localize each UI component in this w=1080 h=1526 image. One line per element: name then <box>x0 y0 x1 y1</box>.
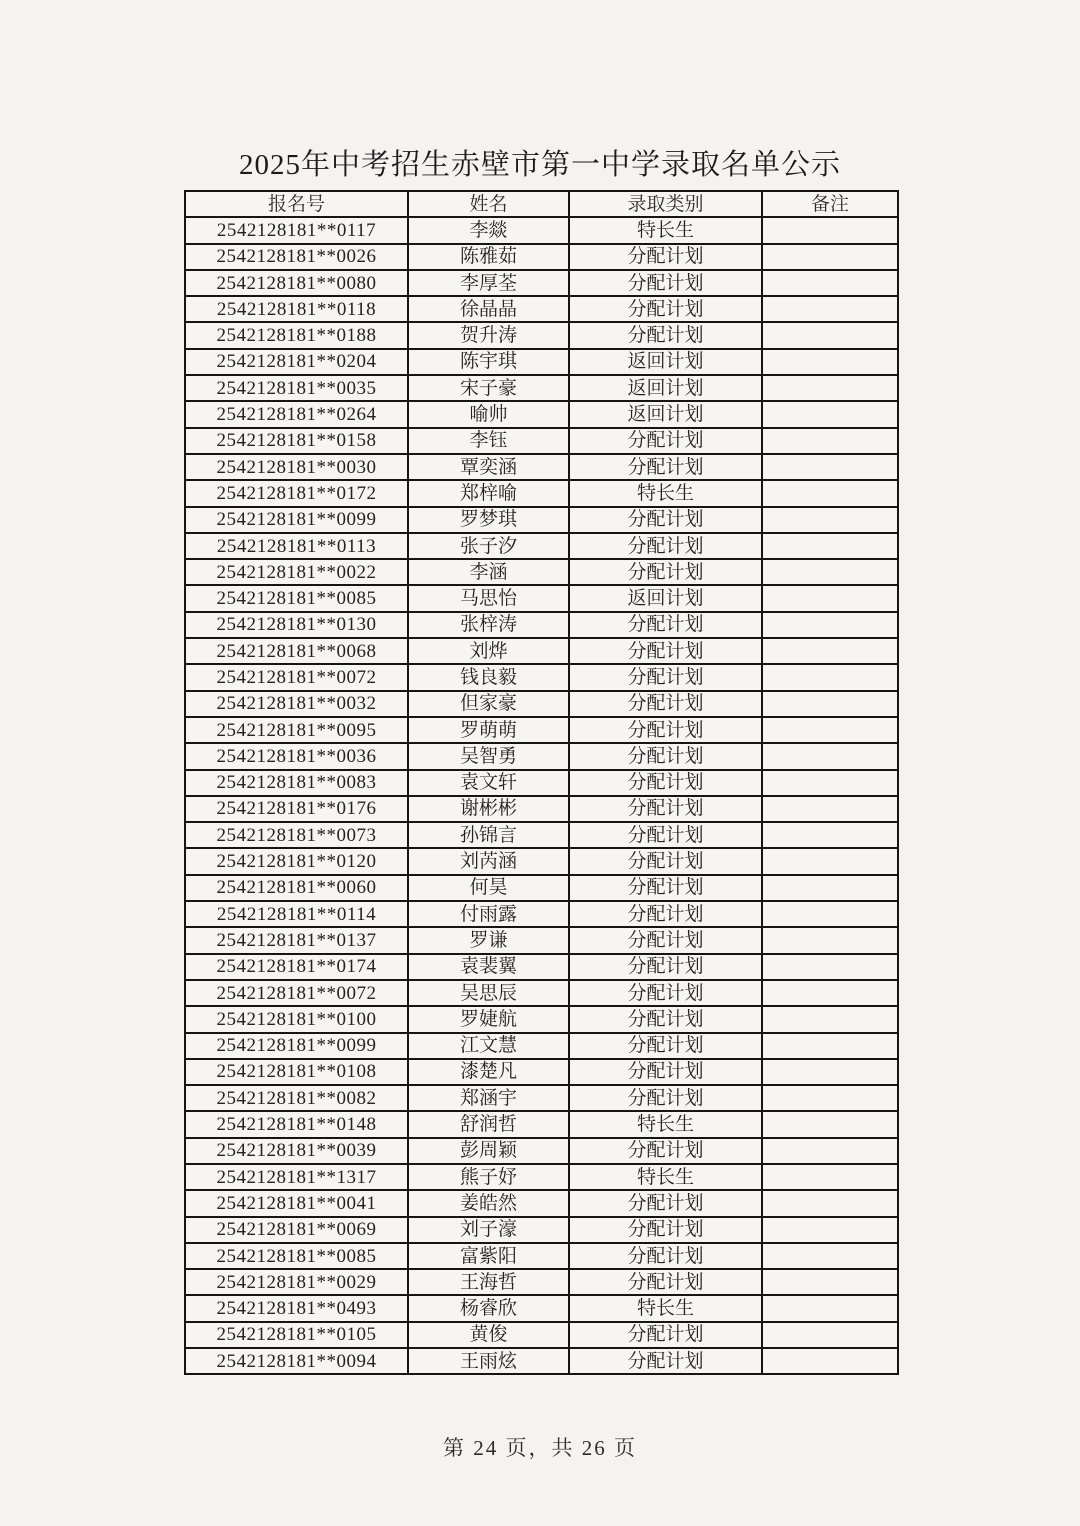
cell-remark <box>762 296 898 322</box>
cell-remark <box>762 270 898 296</box>
cell-reg-no: 2542128181**0035 <box>185 375 408 401</box>
cell-remark <box>762 638 898 664</box>
cell-reg-no: 2542128181**0176 <box>185 796 408 822</box>
table-row <box>185 875 898 901</box>
table-row <box>185 428 898 454</box>
cell-name: 覃奕涵 <box>408 454 569 480</box>
cell-name: 贺升涛 <box>408 322 569 348</box>
table-row <box>185 454 898 480</box>
cell-reg-no: 2542128181**0036 <box>185 743 408 769</box>
cell-name: 宋子豪 <box>408 375 569 401</box>
cell-remark <box>762 980 898 1006</box>
table-row <box>185 507 898 533</box>
cell-category: 分配计划 <box>569 322 762 348</box>
cell-category: 分配计划 <box>569 1033 762 1059</box>
table-row <box>185 796 898 822</box>
cell-category: 分配计划 <box>569 559 762 585</box>
table-row <box>185 1322 898 1348</box>
cell-remark <box>762 244 898 270</box>
cell-name: 陈雅茹 <box>408 244 569 270</box>
cell-category: 分配计划 <box>569 1085 762 1111</box>
cell-category: 分配计划 <box>569 1243 762 1269</box>
cell-category: 特长生 <box>569 1295 762 1321</box>
cell-reg-no: 2542128181**0118 <box>185 296 408 322</box>
cell-category: 分配计划 <box>569 796 762 822</box>
table-row <box>185 664 898 690</box>
cell-reg-no: 2542128181**0204 <box>185 349 408 375</box>
cell-remark <box>762 585 898 611</box>
cell-category: 特长生 <box>569 480 762 506</box>
column-header-reg-no: 报名号 <box>185 191 408 217</box>
cell-reg-no: 2542128181**0085 <box>185 1243 408 1269</box>
cell-category: 分配计划 <box>569 638 762 664</box>
cell-name: 杨睿欣 <box>408 1295 569 1321</box>
cell-name: 张子汐 <box>408 533 569 559</box>
table-row <box>185 1190 898 1216</box>
cell-reg-no: 2542128181**0108 <box>185 1059 408 1085</box>
cell-category: 分配计划 <box>569 1269 762 1295</box>
column-header-name: 姓名 <box>408 191 569 217</box>
cell-name: 郑梓喻 <box>408 480 569 506</box>
cell-category: 分配计划 <box>569 270 762 296</box>
cell-category: 返回计划 <box>569 585 762 611</box>
cell-remark <box>762 533 898 559</box>
cell-reg-no: 2542128181**0095 <box>185 717 408 743</box>
table-row <box>185 217 898 243</box>
cell-remark <box>762 428 898 454</box>
table-row <box>185 375 898 401</box>
cell-name: 马思怡 <box>408 585 569 611</box>
cell-name: 付雨露 <box>408 901 569 927</box>
cell-category: 分配计划 <box>569 428 762 454</box>
cell-reg-no: 2542128181**0039 <box>185 1138 408 1164</box>
cell-remark <box>762 743 898 769</box>
cell-name: 孙锦言 <box>408 822 569 848</box>
cell-category: 分配计划 <box>569 901 762 927</box>
cell-reg-no: 2542128181**0068 <box>185 638 408 664</box>
table-row <box>185 770 898 796</box>
table-row <box>185 401 898 427</box>
cell-category: 特长生 <box>569 217 762 243</box>
cell-reg-no: 2542128181**0188 <box>185 322 408 348</box>
cell-reg-no: 2542128181**0085 <box>185 585 408 611</box>
cell-reg-no: 2542128181**0117 <box>185 217 408 243</box>
cell-reg-no: 2542128181**0130 <box>185 612 408 638</box>
cell-category: 返回计划 <box>569 401 762 427</box>
cell-remark <box>762 927 898 953</box>
cell-category: 分配计划 <box>569 507 762 533</box>
cell-remark <box>762 454 898 480</box>
cell-remark <box>762 1295 898 1321</box>
cell-name: 陈宇琪 <box>408 349 569 375</box>
cell-name: 郑涵宇 <box>408 1085 569 1111</box>
cell-name: 李涵 <box>408 559 569 585</box>
table-row <box>185 717 898 743</box>
cell-remark <box>762 1033 898 1059</box>
cell-reg-no: 2542128181**0114 <box>185 901 408 927</box>
cell-name: 吴思辰 <box>408 980 569 1006</box>
cell-remark <box>762 717 898 743</box>
cell-name: 罗谦 <box>408 927 569 953</box>
cell-category: 分配计划 <box>569 875 762 901</box>
table-row <box>185 612 898 638</box>
cell-category: 分配计划 <box>569 822 762 848</box>
cell-remark <box>762 1269 898 1295</box>
cell-name: 漆楚凡 <box>408 1059 569 1085</box>
table-body <box>185 217 898 1374</box>
table-row <box>185 1269 898 1295</box>
page-title: 2025年中考招生赤壁市第一中学录取名单公示 <box>238 149 841 181</box>
cell-name: 张梓涛 <box>408 612 569 638</box>
table-row <box>185 1006 898 1032</box>
cell-remark <box>762 1138 898 1164</box>
cell-name: 罗婕航 <box>408 1006 569 1032</box>
table-row <box>185 270 898 296</box>
table-row <box>185 638 898 664</box>
cell-category: 分配计划 <box>569 848 762 874</box>
cell-name: 罗萌萌 <box>408 717 569 743</box>
table-row <box>185 1111 898 1137</box>
cell-name: 谢彬彬 <box>408 796 569 822</box>
cell-remark <box>762 1217 898 1243</box>
cell-remark <box>762 770 898 796</box>
cell-reg-no: 2542128181**0120 <box>185 848 408 874</box>
cell-name: 富紫阳 <box>408 1243 569 1269</box>
cell-reg-no: 2542128181**1317 <box>185 1164 408 1190</box>
cell-name: 罗梦琪 <box>408 507 569 533</box>
cell-name: 喻帅 <box>408 401 569 427</box>
cell-reg-no: 2542128181**0026 <box>185 244 408 270</box>
table-row <box>185 1217 898 1243</box>
table-row <box>185 822 898 848</box>
cell-category: 分配计划 <box>569 1348 762 1374</box>
cell-remark <box>762 217 898 243</box>
cell-remark <box>762 559 898 585</box>
cell-category: 分配计划 <box>569 1322 762 1348</box>
cell-remark <box>762 1190 898 1216</box>
cell-category: 分配计划 <box>569 1190 762 1216</box>
cell-reg-no: 2542128181**0148 <box>185 1111 408 1137</box>
cell-remark <box>762 322 898 348</box>
admission-table <box>184 190 899 1375</box>
cell-reg-no: 2542128181**0113 <box>185 533 408 559</box>
cell-reg-no: 2542128181**0060 <box>185 875 408 901</box>
table-row <box>185 585 898 611</box>
cell-remark <box>762 480 898 506</box>
cell-reg-no: 2542128181**0493 <box>185 1295 408 1321</box>
cell-remark <box>762 1348 898 1374</box>
column-header-remark: 备注 <box>762 191 898 217</box>
table-row <box>185 901 898 927</box>
table-row <box>185 1138 898 1164</box>
cell-reg-no: 2542128181**0041 <box>185 1190 408 1216</box>
cell-name: 何昊 <box>408 875 569 901</box>
cell-remark <box>762 1059 898 1085</box>
cell-remark <box>762 1085 898 1111</box>
cell-remark <box>762 401 898 427</box>
cell-remark <box>762 954 898 980</box>
cell-name: 黄俊 <box>408 1322 569 1348</box>
cell-reg-no: 2542128181**0172 <box>185 480 408 506</box>
cell-name: 熊子妤 <box>408 1164 569 1190</box>
cell-category: 分配计划 <box>569 770 762 796</box>
cell-name: 李厚荃 <box>408 270 569 296</box>
cell-name: 袁文轩 <box>408 770 569 796</box>
cell-reg-no: 2542128181**0094 <box>185 1348 408 1374</box>
table-row <box>185 1033 898 1059</box>
cell-reg-no: 2542128181**0099 <box>185 1033 408 1059</box>
cell-category: 特长生 <box>569 1111 762 1137</box>
cell-name: 刘芮涵 <box>408 848 569 874</box>
cell-remark <box>762 507 898 533</box>
cell-category: 分配计划 <box>569 1217 762 1243</box>
table-row <box>185 1164 898 1190</box>
cell-name: 刘子濠 <box>408 1217 569 1243</box>
cell-remark <box>762 875 898 901</box>
cell-remark <box>762 612 898 638</box>
table-row <box>185 1348 898 1374</box>
cell-category: 分配计划 <box>569 691 762 717</box>
cell-remark <box>762 796 898 822</box>
cell-name: 刘烨 <box>408 638 569 664</box>
cell-remark <box>762 901 898 927</box>
table-row <box>185 244 898 270</box>
cell-remark <box>762 375 898 401</box>
cell-category: 分配计划 <box>569 664 762 690</box>
cell-category: 分配计划 <box>569 954 762 980</box>
cell-category: 分配计划 <box>569 717 762 743</box>
cell-remark <box>762 1322 898 1348</box>
cell-reg-no: 2542128181**0032 <box>185 691 408 717</box>
cell-reg-no: 2542128181**0080 <box>185 270 408 296</box>
cell-reg-no: 2542128181**0072 <box>185 664 408 690</box>
cell-reg-no: 2542128181**0174 <box>185 954 408 980</box>
cell-remark <box>762 1164 898 1190</box>
table-row <box>185 954 898 980</box>
cell-reg-no: 2542128181**0030 <box>185 454 408 480</box>
cell-name: 姜皓然 <box>408 1190 569 1216</box>
cell-reg-no: 2542128181**0069 <box>185 1217 408 1243</box>
cell-category: 特长生 <box>569 1164 762 1190</box>
page-footer: 第 24 页，共 26 页 <box>443 1436 637 1460</box>
cell-name: 吴智勇 <box>408 743 569 769</box>
cell-reg-no: 2542128181**0072 <box>185 980 408 1006</box>
cell-name: 但家豪 <box>408 691 569 717</box>
cell-category: 分配计划 <box>569 454 762 480</box>
cell-name: 彭周颖 <box>408 1138 569 1164</box>
cell-category: 分配计划 <box>569 980 762 1006</box>
cell-reg-no: 2542128181**0105 <box>185 1322 408 1348</box>
cell-name: 钱良毅 <box>408 664 569 690</box>
table-row <box>185 480 898 506</box>
table-header-row <box>185 191 898 217</box>
table-row <box>185 1059 898 1085</box>
cell-category: 分配计划 <box>569 612 762 638</box>
cell-category: 返回计划 <box>569 375 762 401</box>
cell-remark <box>762 1111 898 1137</box>
table-row <box>185 743 898 769</box>
cell-name: 江文慧 <box>408 1033 569 1059</box>
cell-reg-no: 2542128181**0029 <box>185 1269 408 1295</box>
cell-reg-no: 2542128181**0099 <box>185 507 408 533</box>
cell-reg-no: 2542128181**0073 <box>185 822 408 848</box>
cell-remark <box>762 822 898 848</box>
cell-reg-no: 2542128181**0082 <box>185 1085 408 1111</box>
column-header-category: 录取类别 <box>569 191 762 217</box>
cell-remark <box>762 664 898 690</box>
cell-reg-no: 2542128181**0158 <box>185 428 408 454</box>
cell-reg-no: 2542128181**0100 <box>185 1006 408 1032</box>
table-row <box>185 349 898 375</box>
cell-category: 分配计划 <box>569 1006 762 1032</box>
cell-name: 舒润哲 <box>408 1111 569 1137</box>
table-row <box>185 980 898 1006</box>
table-row <box>185 1085 898 1111</box>
cell-remark <box>762 691 898 717</box>
cell-name: 徐晶晶 <box>408 296 569 322</box>
table-row <box>185 1243 898 1269</box>
cell-category: 分配计划 <box>569 927 762 953</box>
table-row <box>185 848 898 874</box>
cell-category: 分配计划 <box>569 1059 762 1085</box>
cell-category: 返回计划 <box>569 349 762 375</box>
table-row <box>185 559 898 585</box>
cell-remark <box>762 848 898 874</box>
cell-remark <box>762 1006 898 1032</box>
cell-category: 分配计划 <box>569 244 762 270</box>
table-row <box>185 296 898 322</box>
cell-reg-no: 2542128181**0022 <box>185 559 408 585</box>
cell-reg-no: 2542128181**0083 <box>185 770 408 796</box>
table-row <box>185 1295 898 1321</box>
cell-name: 王海哲 <box>408 1269 569 1295</box>
cell-name: 袁裴翼 <box>408 954 569 980</box>
table-row <box>185 533 898 559</box>
cell-category: 分配计划 <box>569 743 762 769</box>
cell-reg-no: 2542128181**0264 <box>185 401 408 427</box>
table-row <box>185 322 898 348</box>
cell-name: 李钰 <box>408 428 569 454</box>
cell-remark <box>762 349 898 375</box>
table-row <box>185 927 898 953</box>
cell-category: 分配计划 <box>569 533 762 559</box>
table-row <box>185 691 898 717</box>
cell-reg-no: 2542128181**0137 <box>185 927 408 953</box>
cell-category: 分配计划 <box>569 1138 762 1164</box>
cell-category: 分配计划 <box>569 296 762 322</box>
cell-name: 王雨炫 <box>408 1348 569 1374</box>
cell-name: 李燚 <box>408 217 569 243</box>
cell-remark <box>762 1243 898 1269</box>
